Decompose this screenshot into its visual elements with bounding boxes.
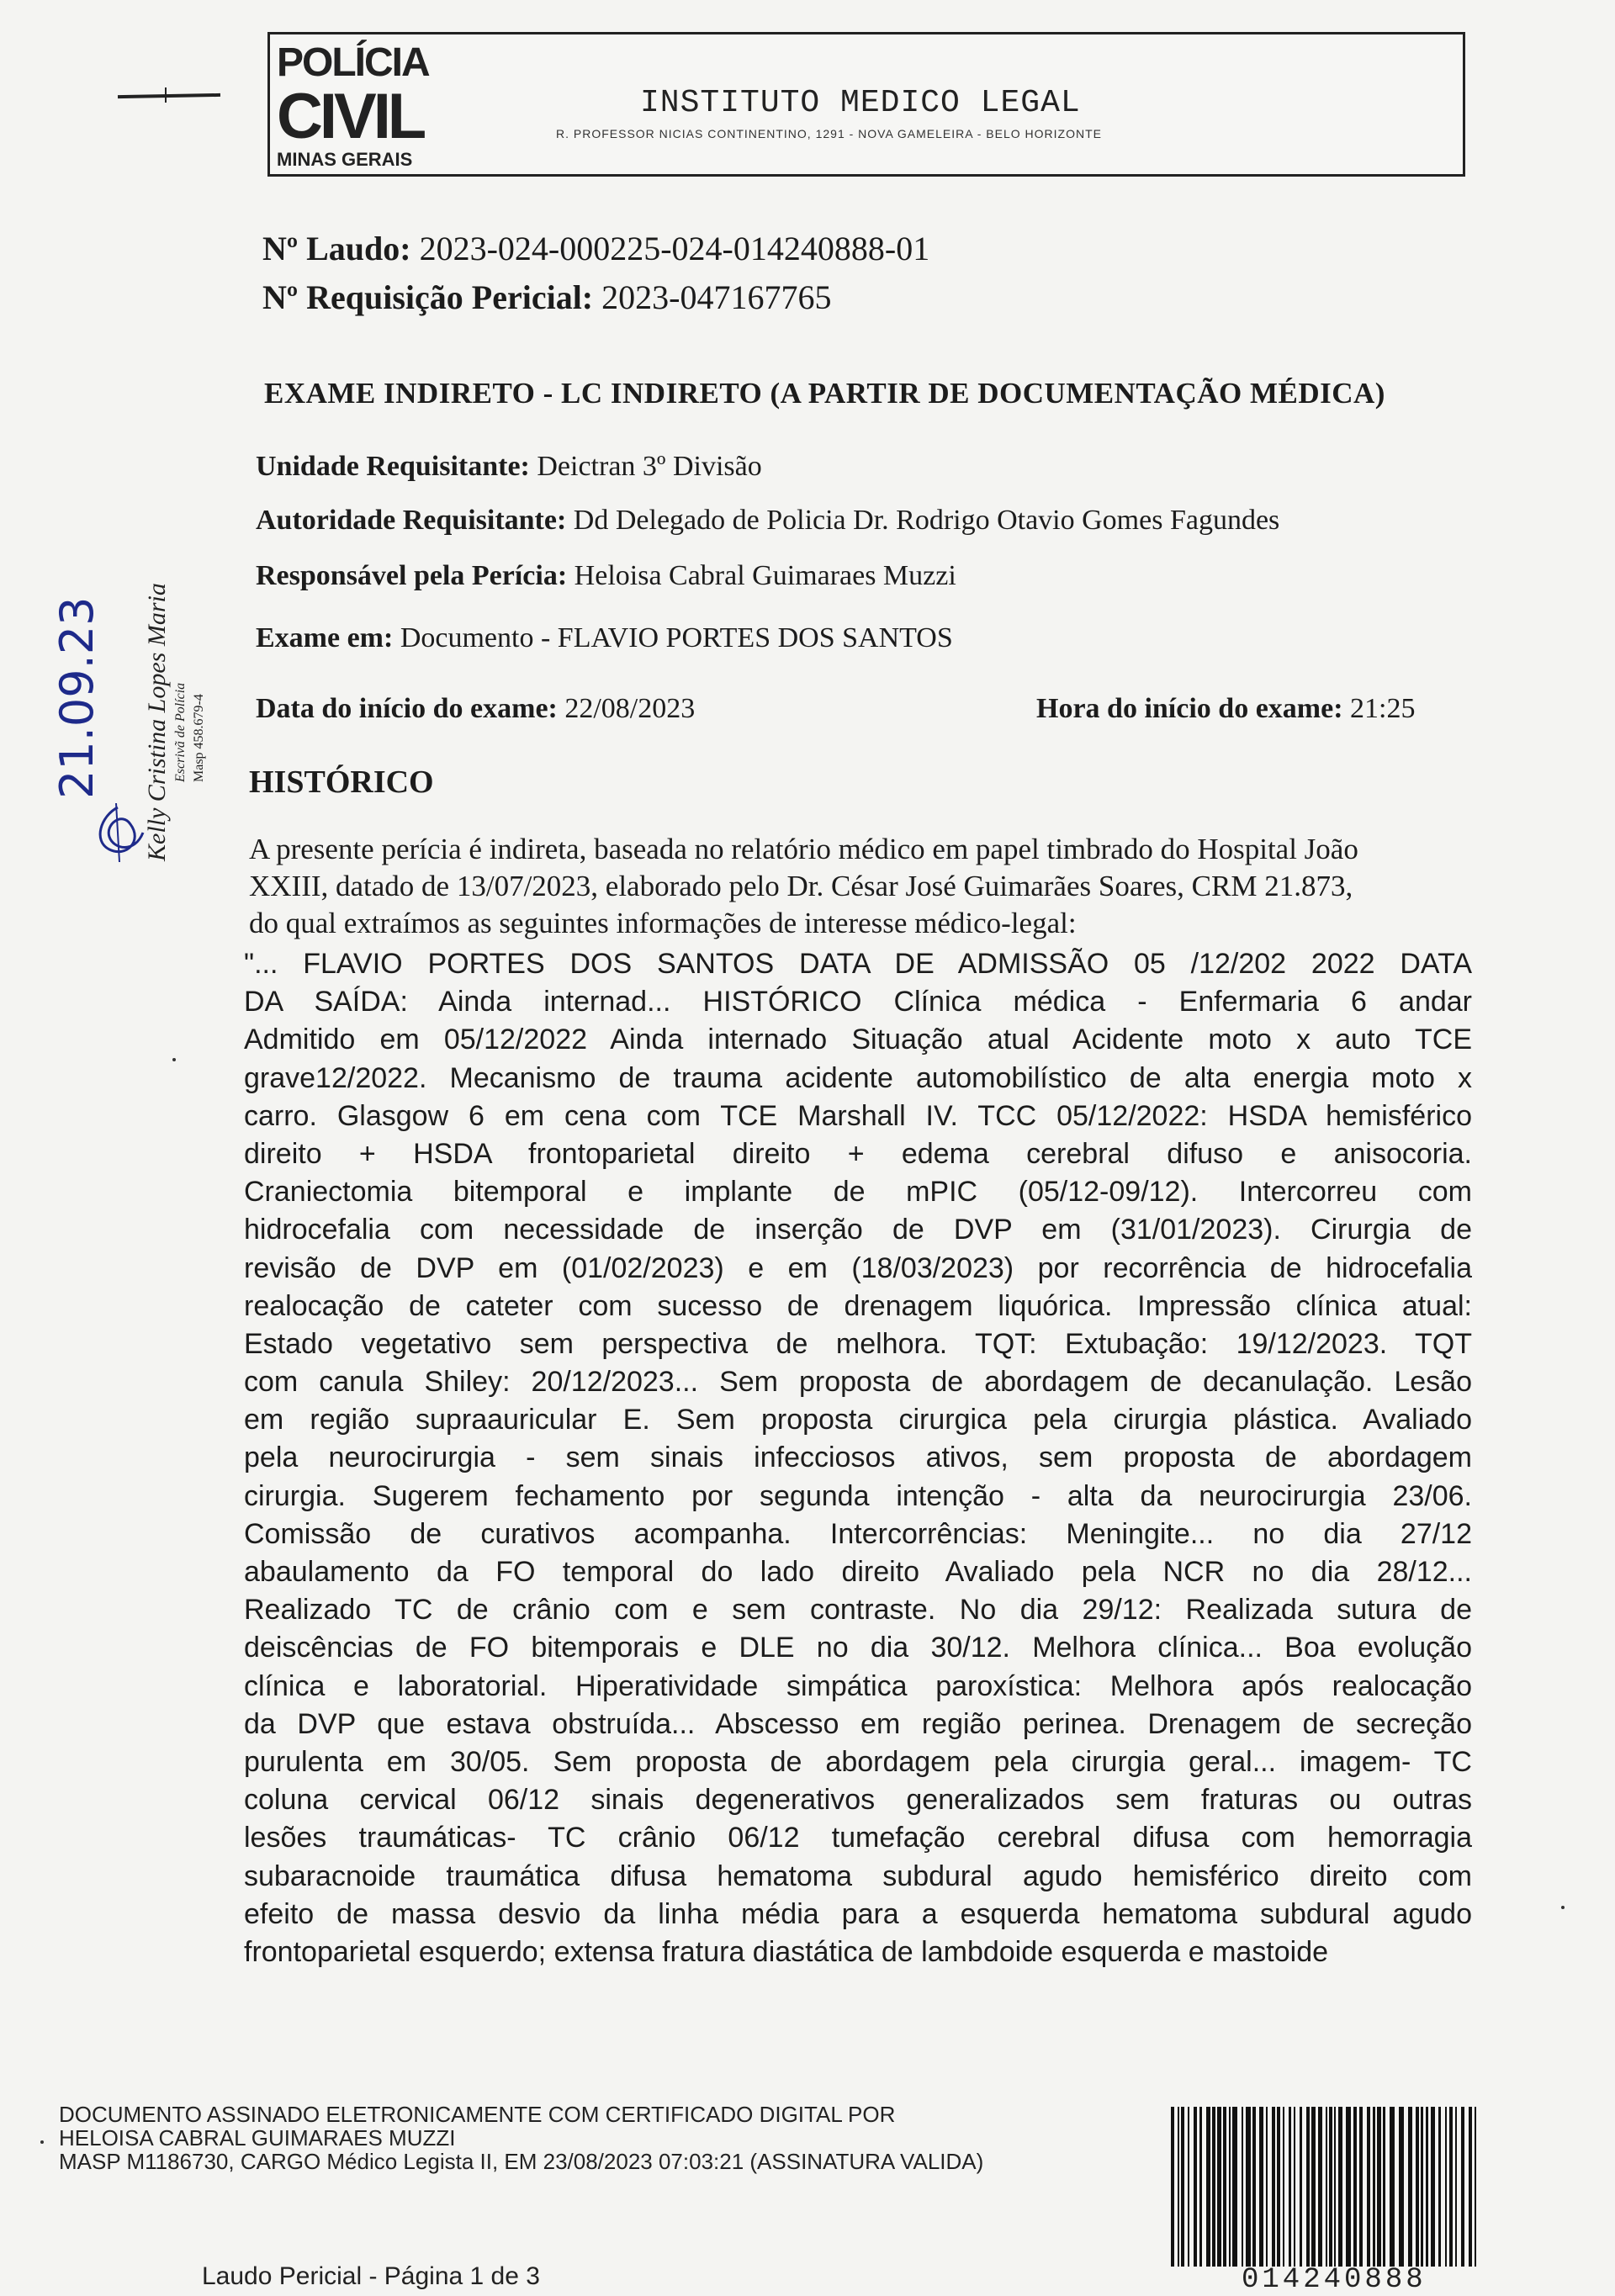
quote-line: da DVP que estava obstruída... Abscesso em região perinea. Drenagem de secreção <box>244 1707 1472 1740</box>
field-autoridade <box>256 505 1279 537</box>
field-data-inicio <box>256 693 695 725</box>
hora-value: 21:25 <box>1350 693 1416 724</box>
quote-line: hidrocefalia com necessidade de inserção de DVP em (31/01/2023). Cirurgia de <box>244 1214 1472 1246</box>
laudo-number-line <box>262 229 929 268</box>
historico-heading: HISTÓRICO <box>249 764 434 800</box>
quote-line: pela neurocirurgia - sem sinais infecciosos ativos, sem proposta de abordagem <box>244 1442 1472 1474</box>
field-unidade <box>256 451 762 483</box>
digital-signature-block <box>59 2103 983 2173</box>
barcode <box>1171 2107 1484 2267</box>
quote-line: com canula Shiley: 20/12/2023... Sem proposta de abordagem de decanulação. Lesão <box>244 1366 1472 1399</box>
autoridade-label: Autoridade Requisitante: <box>256 505 567 536</box>
laudo-value: 2023-024-000225-024-014240888-01 <box>419 230 930 267</box>
clerk-stamp <box>143 572 227 875</box>
stamp-masp: Masp 458.679-4 <box>192 694 206 782</box>
document-header <box>267 32 1465 177</box>
quote-line: revisão de DVP em (01/02/2023) e em (18/03/2023) por recorrência de hidrocefalia <box>244 1251 1472 1284</box>
data-label: Data do início do exame: <box>256 693 558 724</box>
quote-line: direito + HSDA frontoparietal direito + edema cerebral difuso e anisocoria. <box>244 1137 1472 1170</box>
quote-line: em região supraauricular E. Sem proposta cirurgica pela cirurgia plástica. Avaliado <box>244 1404 1472 1436</box>
quote-line: purulenta em 30/05. Sem proposta de abordagem pela cirurgia geral... imagem- TC <box>244 1745 1472 1778</box>
page-footer: Laudo Pericial - Página 1 de 3 <box>202 2262 540 2290</box>
signature-line-3: MASP M1186730, CARGO Médico Legista II, EM 23/08/2023 07:03:21 (ASSINATURA VALIDA) <box>59 2149 984 2174</box>
quote-line: clínica e laboratorial. Hiperatividade simpática paroxística: Melhora após realocação <box>244 1669 1472 1702</box>
quote-line: Realizado TC de crânio com e sem contraste. No dia 29/12: Realizada sutura de <box>244 1594 1472 1627</box>
stamp-name: Kelly Cristina Lopes Maria <box>143 583 171 861</box>
quote-line: subaracnoide traumática difusa hematoma subdural agudo hemisférico direito com <box>244 1860 1472 1892</box>
quote-line: realocação de cateter com sucesso de drenagem liquórica. Impressão clínica atual: <box>244 1289 1472 1322</box>
policia-civil-logo <box>277 40 445 174</box>
stamp-role: Escrivã de Polícia <box>173 682 188 782</box>
quote-line: grave12/2022. Mecanismo de trauma acidente automobilístico de alta energia moto x <box>244 1061 1472 1094</box>
autoridade-value: Dd Delegado de Policia Dr. Rodrigo Otavio Gomes Fagundes <box>573 505 1280 536</box>
quote-line: efeito de massa desvio da linha média para a esquerda hematoma subdural agudo <box>244 1897 1472 1930</box>
scan-speck <box>172 1058 176 1061</box>
margin-tick <box>165 87 167 103</box>
barcode-number: 014240888 <box>1242 2264 1427 2296</box>
quote-line: deiscências de FO bitemporais e DLE no dia 30/12. Melhora clínica... Boa evolução <box>244 1632 1472 1664</box>
signature-line-2: HELOISA CABRAL GUIMARAES MUZZI <box>59 2125 456 2151</box>
handwritten-date <box>50 580 101 799</box>
quote-line: Admitido em 05/12/2022 Ainda internado Situação atual Acidente moto x auto TCE <box>244 1024 1472 1056</box>
signature-scribble-icon <box>84 799 151 866</box>
quote-line: Craniectomia bitemporal e implante de mPIC (05/12-09/12). Intercorreu com <box>244 1176 1472 1209</box>
quote-line: "... FLAVIO PORTES DOS SANTOS DATA DE ADMISSÃO 05 /12/202 2022 DATA <box>244 948 1472 980</box>
exame-em-value: Documento - FLAVIO PORTES DOS SANTOS <box>400 622 953 653</box>
unidade-label: Unidade Requisitante: <box>256 451 530 482</box>
quote-line: coluna cervical 06/12 sinais degenerativos generalizados sem fraturas ou outras <box>244 1784 1472 1817</box>
logo-line-3: MINAS GERAIS <box>277 149 413 170</box>
historico-quote <box>244 945 1472 1971</box>
quote-line: frontoparietal esquerdo; extensa fratura diastática de lambdoide esquerda e mastoide <box>244 1935 1329 1968</box>
quote-line: Estado vegetativo sem perspectiva de melhora. TQT: Extubação: 19/12/2023. TQT <box>244 1327 1472 1360</box>
intro-line: XXIII, datado de 13/07/2023, elaborado pelo Dr. César José Guimarães Soares, CRM 21.873, <box>249 870 1353 902</box>
exame-em-label: Exame em: <box>256 622 394 653</box>
data-value: 22/08/2023 <box>564 693 696 724</box>
intro-line: do qual extraímos as seguintes informações de interesse médico-legal: <box>249 907 1077 939</box>
intro-line: A presente perícia é indireta, baseada no relatório médico em papel timbrado do Hospital João <box>249 833 1358 865</box>
handwritten-date-text: 21.09.23 <box>50 596 103 799</box>
quote-line: DA SAÍDA: Ainda internad... HISTÓRICO Clínica médica - Enfermaria 6 andar <box>244 986 1472 1018</box>
margin-mark <box>118 93 220 98</box>
institute-title: INSTITUTO MEDICO LEGAL <box>640 85 1081 121</box>
logo-line-2: CIVIL <box>277 81 424 152</box>
requisition-label: Nº Requisição Pericial: <box>262 278 594 316</box>
quote-line: abaulamento da FO temporal do lado direito Avaliado pela NCR no dia 28/12... <box>244 1556 1472 1588</box>
field-hora-inicio <box>1036 693 1415 725</box>
quote-line: cirurgia. Sugerem fechamento por segunda intenção - alta da neurocirurgia 23/06. <box>244 1479 1472 1512</box>
responsavel-label: Responsável pela Perícia: <box>256 560 568 591</box>
unidade-value: Deictran 3º Divisão <box>537 451 762 482</box>
scan-speck <box>1561 1906 1565 1909</box>
quote-line: lesões traumáticas- TC crânio 06/12 tumefação cerebral difusa com hemorragia <box>244 1822 1472 1854</box>
historico-intro <box>249 831 1482 942</box>
field-exame-em <box>256 622 953 654</box>
requisition-number-line <box>262 278 831 317</box>
logo-line-1: POLÍCIA <box>277 40 429 85</box>
field-responsavel <box>256 560 956 592</box>
exam-type-heading: EXAME INDIRETO - LC INDIRETO (A PARTIR DE DOCUMENTAÇÃO MÉDICA) <box>264 377 1385 410</box>
signature-line-1: DOCUMENTO ASSINADO ELETRONICAMENTE COM CERTIFICADO DIGITAL POR <box>59 2102 896 2127</box>
responsavel-value: Heloisa Cabral Guimaraes Muzzi <box>574 560 956 591</box>
quote-line: carro. Glasgow 6 em cena com TCE Marshall IV. TCC 05/12/2022: HSDA hemisférico <box>244 1099 1472 1132</box>
scan-speck <box>40 2140 44 2144</box>
laudo-label: Nº Laudo: <box>262 230 411 267</box>
hora-label: Hora do início do exame: <box>1036 693 1343 724</box>
requisition-value: 2023-047167765 <box>601 278 832 316</box>
institute-address: R. PROFESSOR NICIAS CONTINENTINO, 1291 - NOVA GAMELEIRA - BELO HORIZONTE <box>556 127 1102 140</box>
quote-line: Comissão de curativos acompanha. Intercorrências: Meningite... no dia 27/12 <box>244 1517 1472 1550</box>
